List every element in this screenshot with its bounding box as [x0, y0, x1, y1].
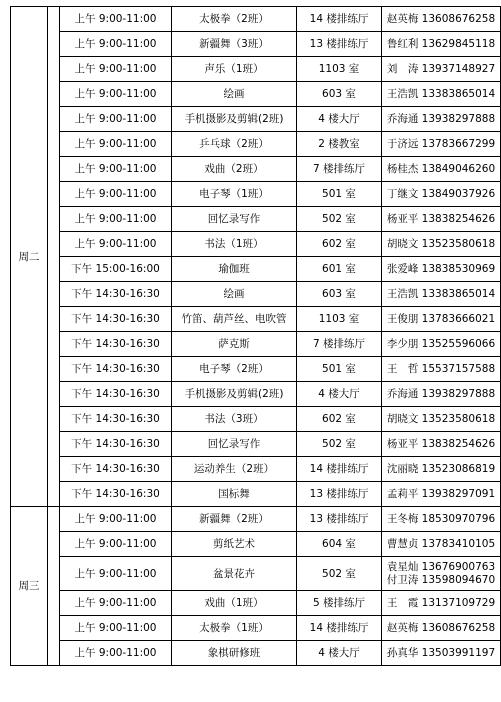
time-cell: 上午 9:00-11:00 [60, 57, 172, 82]
room-cell: 1103 室 [297, 57, 382, 82]
room-cell: 13 楼排练厅 [297, 507, 382, 532]
room-cell: 601 室 [297, 257, 382, 282]
room-cell: 7 楼排练厅 [297, 157, 382, 182]
teacher-cell [382, 7, 501, 32]
course-cell: 手机摄影及剪辑(2班) [172, 382, 297, 407]
table-row [11, 132, 501, 157]
teacher-list [382, 438, 500, 451]
teacher-cell [382, 132, 501, 157]
course-cell: 剪纸艺术 [172, 532, 297, 557]
time-cell: 上午 9:00-11:00 [60, 591, 172, 616]
teacher-list [382, 622, 500, 635]
teacher-cell [382, 257, 501, 282]
time-cell: 下午 14:30-16:30 [60, 332, 172, 357]
teacher-contact: 王俊朋 13783666021 [386, 312, 496, 325]
course-cell: 乒乓球（2班） [172, 132, 297, 157]
teacher-list [382, 597, 500, 610]
table-row [11, 232, 501, 257]
time-cell: 上午 9:00-11:00 [60, 182, 172, 207]
room-cell: 602 室 [297, 407, 382, 432]
teacher-contact: 袁星灿 13676900763 [386, 560, 496, 573]
course-cell: 盆景花卉 [172, 557, 297, 591]
teacher-contact: 乔海通 13938297888 [386, 112, 496, 125]
course-cell: 太极拳（2班） [172, 7, 297, 32]
course-cell: 萨克斯 [172, 332, 297, 357]
teacher-cell [382, 482, 501, 507]
room-cell: 4 楼大厅 [297, 382, 382, 407]
teacher-list [382, 313, 500, 326]
table-row [11, 32, 501, 57]
table-row [11, 207, 501, 232]
course-cell: 绘画 [172, 282, 297, 307]
course-cell: 书法（1班） [172, 232, 297, 257]
time-cell: 下午 14:30-16:30 [60, 307, 172, 332]
schedule-body [11, 7, 501, 666]
room-cell: 501 室 [297, 182, 382, 207]
teacher-list [382, 263, 500, 276]
teacher-contact: 鲁红利 13629845118 [386, 37, 496, 50]
course-cell: 回忆录写作 [172, 432, 297, 457]
time-cell: 下午 14:30-16:30 [60, 357, 172, 382]
course-cell: 竹笛、葫芦丝、电吹管 [172, 307, 297, 332]
teacher-list [382, 13, 500, 26]
teacher-list [382, 213, 500, 226]
course-cell: 戏曲（2班） [172, 157, 297, 182]
room-cell: 14 楼排练厅 [297, 616, 382, 641]
course-cell: 象棋研修班 [172, 641, 297, 666]
teacher-contact: 杨亚平 13838254626 [386, 437, 496, 450]
teacher-list [382, 338, 500, 351]
schedule-table [10, 6, 501, 666]
course-cell: 太极拳（1班） [172, 616, 297, 641]
teacher-contact: 杨亚平 13838254626 [386, 212, 496, 225]
course-cell: 回忆录写作 [172, 207, 297, 232]
table-row [11, 282, 501, 307]
teacher-cell [382, 82, 501, 107]
time-cell: 上午 9:00-11:00 [60, 7, 172, 32]
teacher-list [382, 388, 500, 401]
teacher-list [382, 463, 500, 476]
teacher-cell [382, 382, 501, 407]
teacher-list [382, 561, 500, 587]
teacher-cell [382, 57, 501, 82]
teacher-contact: 张爱峰 13838530969 [386, 262, 496, 275]
time-cell: 上午 9:00-11:00 [60, 532, 172, 557]
teacher-cell [382, 507, 501, 532]
table-row [11, 57, 501, 82]
time-cell: 上午 9:00-11:00 [60, 232, 172, 257]
course-cell: 声乐（1班） [172, 57, 297, 82]
time-cell: 下午 14:30-16:30 [60, 282, 172, 307]
course-cell: 电子琴（2班） [172, 357, 297, 382]
time-cell: 上午 9:00-11:00 [60, 616, 172, 641]
table-row [11, 407, 501, 432]
time-cell: 上午 9:00-11:00 [60, 557, 172, 591]
room-cell: 502 室 [297, 207, 382, 232]
teacher-list [382, 288, 500, 301]
room-cell: 1103 室 [297, 307, 382, 332]
table-row [11, 7, 501, 32]
teacher-list [382, 163, 500, 176]
time-cell: 下午 14:30-16:30 [60, 407, 172, 432]
teacher-contact: 沈丽晓 13523086819 [386, 462, 496, 475]
room-cell: 5 楼排练厅 [297, 591, 382, 616]
room-cell: 604 室 [297, 532, 382, 557]
teacher-list [382, 63, 500, 76]
teacher-list [382, 363, 500, 376]
teacher-cell [382, 432, 501, 457]
teacher-cell [382, 282, 501, 307]
course-cell: 戏曲（1班） [172, 591, 297, 616]
teacher-list [382, 38, 500, 51]
time-cell: 上午 9:00-11:00 [60, 157, 172, 182]
table-row [11, 257, 501, 282]
teacher-contact: 王浩凯 13383865014 [386, 87, 496, 100]
teacher-cell [382, 557, 501, 591]
time-cell: 上午 9:00-11:00 [60, 132, 172, 157]
course-cell: 手机摄影及剪辑(2班) [172, 107, 297, 132]
teacher-contact: 赵英梅 13608676258 [386, 12, 496, 25]
table-row [11, 432, 501, 457]
room-cell: 13 楼排练厅 [297, 32, 382, 57]
teacher-cell [382, 332, 501, 357]
teacher-contact: 胡晓文 13523580618 [386, 237, 496, 250]
table-row [11, 591, 501, 616]
teacher-cell [382, 532, 501, 557]
teacher-cell [382, 616, 501, 641]
course-cell: 新疆舞（3班） [172, 32, 297, 57]
teacher-cell [382, 591, 501, 616]
spacer-cell [48, 7, 60, 507]
time-cell: 上午 9:00-11:00 [60, 641, 172, 666]
table-row [11, 82, 501, 107]
table-row [11, 332, 501, 357]
time-cell: 上午 9:00-11:00 [60, 32, 172, 57]
teacher-list [382, 513, 500, 526]
teacher-cell [382, 157, 501, 182]
room-cell: 13 楼排练厅 [297, 482, 382, 507]
teacher-contact: 王 霞 13137109729 [386, 596, 496, 609]
table-row [11, 482, 501, 507]
table-row [11, 382, 501, 407]
table-row [11, 616, 501, 641]
course-cell: 国标舞 [172, 482, 297, 507]
time-cell: 下午 15:00-16:00 [60, 257, 172, 282]
room-cell: 501 室 [297, 357, 382, 382]
course-cell: 书法（3班） [172, 407, 297, 432]
teacher-cell [382, 407, 501, 432]
teacher-cell [382, 457, 501, 482]
teacher-cell [382, 207, 501, 232]
teacher-cell [382, 32, 501, 57]
time-cell: 上午 9:00-11:00 [60, 82, 172, 107]
teacher-contact: 刘 涛 13937148927 [386, 62, 496, 75]
course-cell: 电子琴（1班） [172, 182, 297, 207]
course-cell: 运动养生（2班） [172, 457, 297, 482]
teacher-contact: 于济远 13783667299 [386, 137, 496, 150]
spacer-cell [48, 507, 60, 666]
teacher-contact: 曹慧贞 13783410105 [386, 537, 496, 550]
teacher-list [382, 538, 500, 551]
table-row [11, 157, 501, 182]
course-cell: 绘画 [172, 82, 297, 107]
teacher-contact: 胡晓文 13523580618 [386, 412, 496, 425]
teacher-contact: 付卫涛 13598094670 [386, 573, 496, 586]
room-cell: 603 室 [297, 82, 382, 107]
table-row [11, 307, 501, 332]
room-cell: 4 楼大厅 [297, 641, 382, 666]
teacher-contact: 丁继文 13849037926 [386, 187, 496, 200]
teacher-list [382, 647, 500, 660]
teacher-contact: 乔海通 13938297888 [386, 387, 496, 400]
time-cell: 下午 14:30-16:30 [60, 457, 172, 482]
room-cell: 7 楼排练厅 [297, 332, 382, 357]
room-cell: 14 楼排练厅 [297, 457, 382, 482]
room-cell: 502 室 [297, 557, 382, 591]
teacher-contact: 孙真华 13503991197 [386, 646, 496, 659]
teacher-contact: 李少朋 13525596066 [386, 337, 496, 350]
teacher-cell [382, 232, 501, 257]
table-row [11, 532, 501, 557]
time-cell: 上午 9:00-11:00 [60, 107, 172, 132]
teacher-contact: 王浩凯 13383865014 [386, 287, 496, 300]
table-row [11, 182, 501, 207]
day-cell: 周二 [11, 7, 48, 507]
table-row [11, 457, 501, 482]
room-cell: 4 楼大厅 [297, 107, 382, 132]
teacher-cell [382, 307, 501, 332]
teacher-contact: 王冬梅 18530970796 [386, 512, 496, 525]
room-cell: 603 室 [297, 282, 382, 307]
teacher-list [382, 88, 500, 101]
room-cell: 2 楼教室 [297, 132, 382, 157]
teacher-list [382, 113, 500, 126]
course-cell: 瑜伽班 [172, 257, 297, 282]
room-cell: 14 楼排练厅 [297, 7, 382, 32]
teacher-contact: 杨桂杰 13849046260 [386, 162, 496, 175]
time-cell: 下午 14:30-16:30 [60, 382, 172, 407]
room-cell: 602 室 [297, 232, 382, 257]
teacher-list [382, 238, 500, 251]
teacher-contact: 孟莉平 13938297091 [386, 487, 496, 500]
time-cell: 上午 9:00-11:00 [60, 207, 172, 232]
day-cell: 周三 [11, 507, 48, 666]
teacher-cell [382, 357, 501, 382]
time-cell: 下午 14:30-16:30 [60, 432, 172, 457]
table-row [11, 357, 501, 382]
teacher-list [382, 488, 500, 501]
time-cell: 上午 9:00-11:00 [60, 507, 172, 532]
teacher-list [382, 138, 500, 151]
room-cell: 502 室 [297, 432, 382, 457]
table-row [11, 557, 501, 591]
teacher-contact: 王 哲 15537157588 [386, 362, 496, 375]
table-row [11, 107, 501, 132]
teacher-list [382, 188, 500, 201]
teacher-cell [382, 641, 501, 666]
teacher-list [382, 413, 500, 426]
teacher-cell [382, 182, 501, 207]
course-cell: 新疆舞（2班） [172, 507, 297, 532]
table-row [11, 507, 501, 532]
teacher-contact: 赵英梅 13608676258 [386, 621, 496, 634]
teacher-cell [382, 107, 501, 132]
time-cell: 下午 14:30-16:30 [60, 482, 172, 507]
table-row [11, 641, 501, 666]
